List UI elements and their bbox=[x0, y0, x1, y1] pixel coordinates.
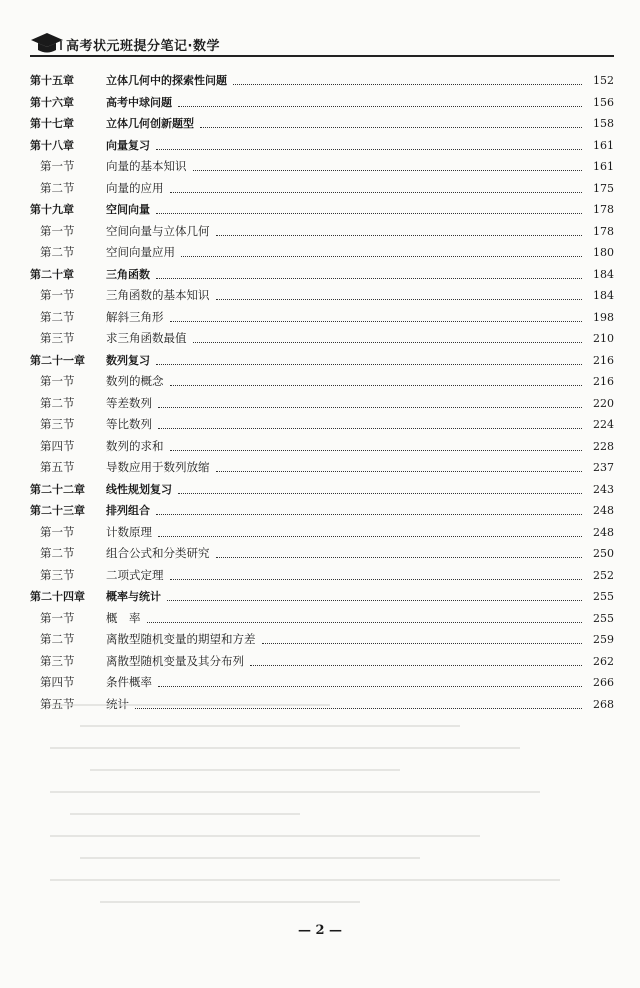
page-number: — 2 — bbox=[297, 923, 343, 938]
dot-leader bbox=[158, 686, 582, 687]
toc-entry-label: 第一节 bbox=[40, 159, 75, 173]
toc-section-entry bbox=[30, 436, 614, 458]
toc-entry-page: 268 bbox=[593, 697, 614, 711]
dot-leader bbox=[156, 278, 582, 279]
toc-chapter-entry bbox=[30, 586, 614, 608]
toc-entry-title: 三角函数的基本知识 bbox=[106, 288, 210, 302]
toc-entry-title: 三角函数 bbox=[106, 267, 150, 281]
dot-leader bbox=[156, 514, 582, 515]
toc-entry-title: 向量复习 bbox=[106, 138, 150, 152]
dot-leader bbox=[178, 106, 582, 107]
toc-entry-label: 第五节 bbox=[40, 696, 75, 711]
toc-entry-page: 255 bbox=[593, 590, 614, 603]
toc-entry-title: 高考中球问题 bbox=[106, 95, 172, 109]
dot-leader bbox=[200, 127, 582, 128]
toc-entry-label: 第一节 bbox=[40, 374, 75, 388]
toc-entry-page: 180 bbox=[593, 246, 614, 259]
dot-leader bbox=[250, 665, 582, 666]
toc-entry-title: 向量的应用 bbox=[106, 180, 164, 195]
toc-entry-label: 第四节 bbox=[40, 438, 75, 453]
toc-entry-page: 243 bbox=[593, 482, 614, 496]
dot-leader bbox=[158, 428, 582, 429]
toc-entry-title: 数列的概念 bbox=[106, 374, 164, 388]
dot-leader bbox=[158, 407, 582, 408]
toc-entry-label: 第五节 bbox=[40, 460, 75, 474]
dot-leader bbox=[262, 643, 583, 644]
toc-section-entry bbox=[30, 565, 614, 587]
toc-entry-title: 空间向量与立体几何 bbox=[106, 223, 210, 238]
toc-entry-page: 220 bbox=[593, 396, 614, 410]
page-header bbox=[30, 30, 614, 60]
dot-leader bbox=[181, 256, 582, 257]
toc-entry-page: 175 bbox=[593, 181, 614, 195]
toc-section-entry bbox=[30, 414, 614, 436]
toc-section-entry bbox=[30, 672, 614, 694]
toc-entry-label: 第三节 bbox=[40, 331, 75, 345]
toc-entry-label: 第二十章 bbox=[30, 267, 74, 281]
toc-entry-page: 262 bbox=[593, 654, 614, 668]
toc-chapter-entry bbox=[30, 113, 614, 135]
dot-leader bbox=[170, 192, 583, 193]
dot-leader bbox=[158, 536, 582, 537]
toc-section-entry bbox=[30, 694, 614, 716]
dot-leader bbox=[135, 708, 582, 709]
dot-leader bbox=[170, 450, 583, 451]
toc-section-entry bbox=[30, 156, 614, 178]
toc-entry-title: 向量的基本知识 bbox=[106, 159, 187, 173]
book-title: 高考状元班提分笔记·数学 bbox=[66, 39, 220, 54]
dot-leader bbox=[216, 557, 583, 558]
toc-entry-page: 248 bbox=[593, 504, 614, 517]
toc-chapter-entry bbox=[30, 479, 614, 501]
toc-entry-page: 152 bbox=[593, 74, 614, 87]
toc-entry-title: 数列复习 bbox=[106, 353, 150, 367]
dot-leader bbox=[193, 342, 583, 343]
table-of-contents bbox=[30, 70, 614, 715]
toc-entry-label: 第二十三章 bbox=[30, 504, 85, 517]
toc-entry-page: 184 bbox=[593, 267, 614, 281]
toc-entry-page: 248 bbox=[593, 525, 614, 539]
toc-section-entry bbox=[30, 371, 614, 393]
toc-chapter-entry bbox=[30, 70, 614, 92]
dot-leader bbox=[216, 471, 583, 472]
toc-entry-label: 第二节 bbox=[40, 395, 75, 410]
toc-entry-title: 二项式定理 bbox=[106, 567, 164, 582]
toc-entry-page: 250 bbox=[593, 547, 614, 560]
toc-entry-label: 第四节 bbox=[40, 675, 75, 689]
toc-entry-page: 224 bbox=[593, 418, 614, 431]
dot-leader bbox=[170, 579, 583, 580]
dot-leader bbox=[156, 213, 582, 214]
toc-section-entry bbox=[30, 629, 614, 651]
toc-chapter-entry bbox=[30, 135, 614, 157]
toc-entry-label: 第十七章 bbox=[30, 117, 74, 130]
dot-leader bbox=[193, 170, 583, 171]
toc-section-entry bbox=[30, 178, 614, 200]
toc-entry-label: 第一节 bbox=[40, 223, 75, 238]
dot-leader bbox=[178, 493, 582, 494]
toc-entry-title: 条件概率 bbox=[106, 675, 152, 689]
toc-entry-title: 离散型随机变量的期望和方差 bbox=[106, 632, 256, 646]
dot-leader bbox=[156, 149, 582, 150]
toc-entry-label: 第二十一章 bbox=[30, 353, 85, 367]
toc-chapter-entry bbox=[30, 350, 614, 372]
dot-leader bbox=[216, 299, 583, 300]
toc-entry-page: 161 bbox=[593, 138, 614, 152]
toc-entry-page: 252 bbox=[593, 568, 614, 582]
toc-entry-title: 等比数列 bbox=[106, 417, 152, 431]
toc-entry-page: 158 bbox=[593, 117, 614, 130]
toc-entry-label: 第三节 bbox=[40, 567, 75, 582]
toc-section-entry bbox=[30, 457, 614, 479]
toc-entry-title: 计数原理 bbox=[106, 524, 152, 539]
toc-section-entry bbox=[30, 242, 614, 264]
toc-chapter-entry bbox=[30, 500, 614, 522]
toc-entry-title: 统计 bbox=[106, 696, 129, 711]
toc-section-entry bbox=[30, 285, 614, 307]
toc-entry-page: 228 bbox=[593, 439, 614, 453]
toc-entry-label: 第一节 bbox=[40, 288, 75, 302]
header-rule bbox=[30, 55, 614, 57]
toc-section-entry bbox=[30, 651, 614, 673]
toc-entry-label: 第十六章 bbox=[30, 95, 74, 109]
toc-entry-title: 离散型随机变量及其分布列 bbox=[106, 653, 244, 668]
dot-leader bbox=[156, 364, 582, 365]
dot-leader bbox=[170, 385, 583, 386]
toc-entry-title: 立体几何创新题型 bbox=[106, 117, 194, 130]
dot-leader bbox=[216, 235, 583, 236]
toc-entry-title: 空间向量 bbox=[106, 203, 150, 216]
toc-entry-label: 第二节 bbox=[40, 245, 75, 259]
toc-entry-label: 第一节 bbox=[40, 524, 75, 539]
toc-entry-page: 255 bbox=[593, 611, 614, 625]
toc-entry-title: 概 率 bbox=[106, 610, 141, 625]
toc-entry-title: 组合公式和分类研究 bbox=[106, 546, 210, 560]
toc-section-entry bbox=[30, 393, 614, 415]
toc-entry-label: 第一节 bbox=[40, 610, 75, 625]
toc-entry-label: 第三节 bbox=[40, 417, 75, 431]
toc-entry-page: 210 bbox=[593, 332, 614, 345]
toc-entry-label: 第十九章 bbox=[30, 203, 74, 216]
toc-entry-title: 求三角函数最值 bbox=[106, 331, 187, 345]
toc-section-entry bbox=[30, 543, 614, 565]
toc-entry-title: 空间向量应用 bbox=[106, 245, 175, 259]
toc-entry-page: 198 bbox=[593, 310, 614, 324]
toc-entry-page: 266 bbox=[593, 676, 614, 689]
toc-entry-label: 第二节 bbox=[40, 546, 75, 560]
toc-entry-page: 184 bbox=[593, 289, 614, 302]
toc-section-entry bbox=[30, 328, 614, 350]
toc-entry-page: 156 bbox=[593, 95, 614, 109]
toc-entry-page: 178 bbox=[593, 224, 614, 238]
toc-entry-title: 排列组合 bbox=[106, 504, 150, 517]
toc-chapter-entry bbox=[30, 92, 614, 114]
toc-entry-label: 第二节 bbox=[40, 309, 75, 324]
toc-entry-label: 第十五章 bbox=[30, 74, 74, 87]
toc-entry-page: 259 bbox=[593, 633, 614, 646]
toc-chapter-entry bbox=[30, 199, 614, 221]
toc-chapter-entry bbox=[30, 264, 614, 286]
toc-entry-title: 数列的求和 bbox=[106, 438, 164, 453]
toc-entry-page: 161 bbox=[593, 160, 614, 173]
toc-section-entry bbox=[30, 522, 614, 544]
toc-entry-label: 第二节 bbox=[40, 632, 75, 646]
dot-leader bbox=[170, 321, 583, 322]
toc-entry-page: 216 bbox=[593, 353, 614, 367]
toc-entry-title: 概率与统计 bbox=[106, 590, 161, 603]
toc-entry-title: 立体几何中的探索性问题 bbox=[106, 74, 227, 87]
toc-section-entry bbox=[30, 307, 614, 329]
toc-section-entry bbox=[30, 608, 614, 630]
dot-leader bbox=[167, 600, 582, 601]
toc-entry-label: 第三节 bbox=[40, 653, 75, 668]
toc-entry-title: 线性规划复习 bbox=[106, 482, 172, 496]
toc-entry-title: 解斜三角形 bbox=[106, 309, 164, 324]
toc-entry-page: 216 bbox=[593, 375, 614, 388]
dot-leader bbox=[233, 84, 582, 85]
graduation-cap-icon bbox=[30, 32, 64, 54]
toc-entry-page: 237 bbox=[593, 461, 614, 474]
toc-entry-title: 等差数列 bbox=[106, 395, 152, 410]
toc-entry-label: 第二十二章 bbox=[30, 482, 85, 496]
toc-entry-label: 第二十四章 bbox=[30, 590, 85, 603]
dot-leader bbox=[147, 622, 583, 623]
toc-section-entry bbox=[30, 221, 614, 243]
toc-entry-page: 178 bbox=[593, 203, 614, 216]
toc-entry-title: 导数应用于数列放缩 bbox=[106, 460, 210, 474]
toc-entry-label: 第二节 bbox=[40, 180, 75, 195]
toc-entry-label: 第十八章 bbox=[30, 138, 74, 152]
